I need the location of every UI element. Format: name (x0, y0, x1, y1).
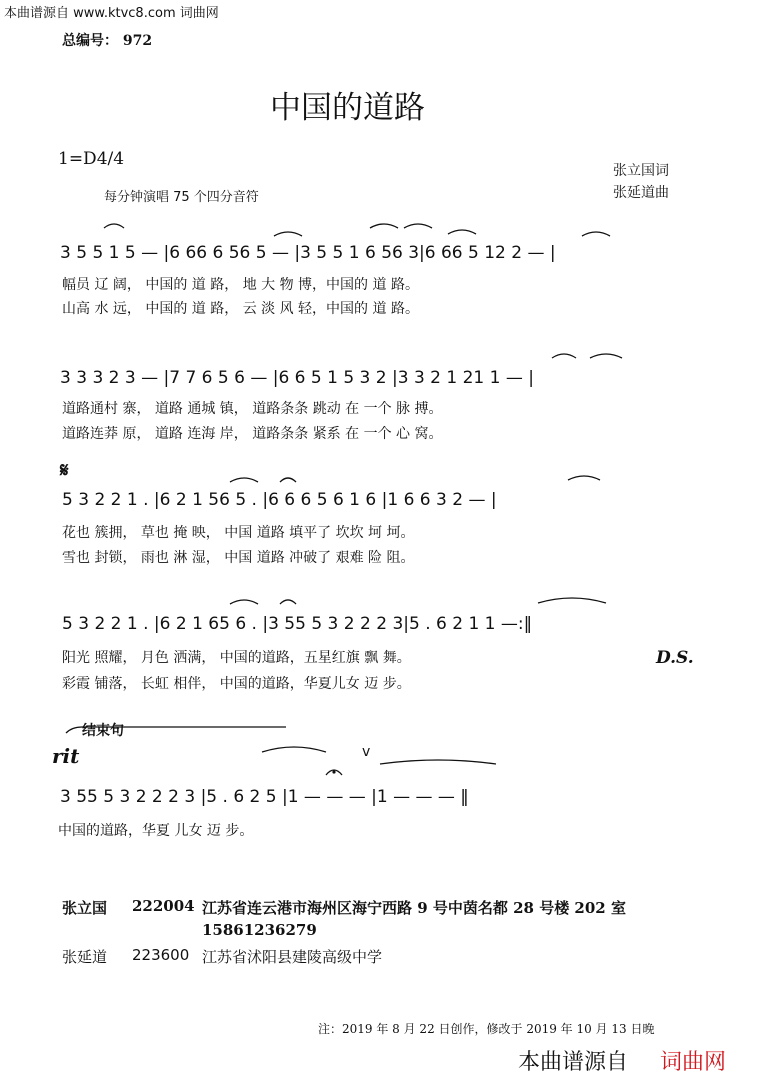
contact-2-address: 江苏省沭阳县建陵高级中学 (202, 948, 383, 966)
lyricist: 张立国词 (613, 163, 669, 179)
lyric-line-2a: 道路通村 寨， 道路 通城 镇， 道路条条 跳动 在 一个 脉 搏。 (62, 401, 443, 417)
lyric-line-3a: 花也 簇拥， 草也 掩 映， 中国 道路 填平了 坎坎 坷 坷。 (62, 525, 415, 541)
ending-line (66, 727, 286, 733)
watermark-brand: 词曲网 (660, 1050, 727, 1075)
segno-icon: 𝄋 (60, 458, 69, 482)
slur-icon (104, 224, 124, 228)
notation-line-4: 5 3 2 2 1 . |6 2 1 65 6 . |3 55 5 3 2 2 2 3|5 . 6 2 1 1 —:‖ (62, 614, 533, 634)
slur-icon (538, 598, 606, 603)
notation-ending: 3 55 5 3 2 2 2 3 |5 . 6 2 5 |1 — — — |1 — — — ‖ (60, 787, 469, 807)
lyric-line-1b: 山高 水 远， 中国的 道 路， 云 淡 风 轻，中国的 道 路。 (62, 301, 419, 317)
lyric-line-1a: 幅员 辽 阔， 中国的 道 路， 地 大 物 博，中国的 道 路。 (62, 277, 419, 293)
slur-icon (404, 224, 432, 228)
contact-1-name: 张立国 (62, 899, 108, 917)
ds-mark: D.S. (656, 648, 694, 668)
notation-line-1: 3 5 5 1 5 — |6 66 6 56 5 — |3 5 5 1 6 56 3|6 66 5 12 2 — | (60, 243, 556, 263)
contact-2-name: 张延道 (62, 948, 108, 966)
slur-icon (552, 354, 576, 358)
contact-1-address: 江苏省连云港市海州区海宁西路 9 号中茵名都 28 号楼 202 室 (202, 899, 626, 917)
watermark-text: 本曲谱源自 (518, 1050, 629, 1075)
ending-label: 结束句 (82, 723, 124, 739)
lyric-line-4b: 彩霞 铺落， 长虹 相伴， 中国的道路，华夏儿女 迈 步。 (62, 676, 411, 692)
tempo-marking: 每分钟演唱 75 个四分音符 (104, 190, 259, 205)
slur-icon (582, 232, 610, 236)
slur-icon (280, 478, 296, 482)
contact-1-phone: 15861236279 (202, 921, 317, 939)
footnote: 注：2019 年 8 月 22 日创作，修改于 2019 年 10 月 13 日晚 (318, 1022, 655, 1036)
lyric-line-4a: 阳光 照耀， 月色 洒满， 中国的道路，五星红旗 飘 舞。 (62, 650, 411, 666)
slur-icon (380, 760, 496, 764)
key-signature: 1=D4/4 (58, 149, 125, 169)
breath-mark: v (362, 744, 371, 760)
slur-icon (370, 224, 398, 228)
notation-line-2: 3 3 3 2 3 — |7 7 6 5 6 — |6 6 5 1 5 3 2 |3 3 2 1 21 1 — | (60, 368, 534, 388)
slur-icon (590, 354, 622, 358)
lyric-line-2b: 道路连莽 原， 道路 连海 岸， 道路条条 紧系 在 一个 心 窝。 (62, 426, 443, 442)
slur-icon (568, 476, 600, 480)
notation-line-3: 5 3 2 2 1 . |6 2 1 56 5 . |6 6 6 5 6 1 6 |1 6 6 3 2 — | (62, 490, 497, 510)
slur-icon (230, 478, 258, 482)
slur-icon (230, 600, 258, 604)
slur-icon (280, 600, 296, 604)
lyric-ending: 中国的道路，华夏 儿女 迈 步。 (58, 823, 254, 839)
slur-icon (448, 230, 476, 234)
composer: 张延道曲 (613, 185, 669, 201)
source-line: 本曲谱源自 www.ktvc8.com 词曲网 (4, 6, 219, 21)
contact-1-code: 222004 (132, 897, 195, 915)
rit-mark: rit (52, 744, 80, 768)
total-number: 总编号： 972 (62, 33, 153, 49)
contact-2-code: 223600 (132, 946, 190, 964)
slur-icon (262, 747, 326, 752)
song-title: 中国的道路 (270, 90, 425, 126)
slur-icon (274, 232, 302, 236)
lyric-line-3b: 雪也 封锁， 雨也 淋 湿， 中国 道路 冲破了 艰难 险 阻。 (62, 550, 415, 566)
